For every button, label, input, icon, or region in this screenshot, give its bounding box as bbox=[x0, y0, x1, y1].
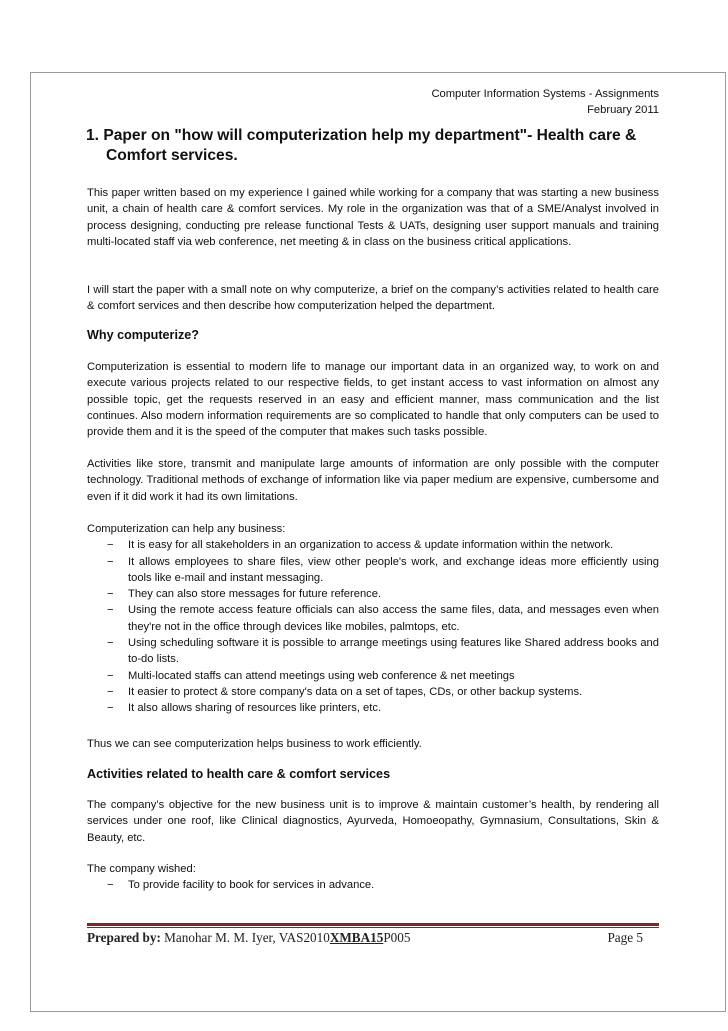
intro-paragraph-2: I will start the paper with a small note on why computerize, a brief on the company’s activities related to health care & comfort services and then describe how computerization helped the department. bbox=[87, 284, 659, 313]
list-item bbox=[87, 586, 659, 602]
company-wishes-list bbox=[87, 877, 659, 893]
list-bullet: − bbox=[107, 539, 114, 552]
list-item-text: To provide facility to book for services in advance. bbox=[128, 879, 375, 892]
footer-rule-thick bbox=[87, 923, 659, 926]
computerization-benefits-list bbox=[87, 537, 659, 716]
header-date: February 2011 bbox=[587, 104, 659, 116]
why-conclusion-block bbox=[87, 736, 659, 752]
why-paragraph-1: Computerization is essential to modern life to manage our important data in an organized way, to work on and execute various projects related to our respective fields, to get instant access to vast information on almost any possible topic, get the requests reserved in an easy and efficient manner, mass communication and the list continues. Also modern information requirements are so complicated to handle that only computers can be used to provide them and it is the speed of the computer that makes such tasks possible. bbox=[87, 361, 659, 439]
intro-section-2 bbox=[87, 282, 659, 315]
list-bullet: − bbox=[107, 685, 114, 698]
list-bullet: − bbox=[107, 879, 114, 892]
list-item-text: Using the remote access feature officials can also access the same files, data, and messages even when they're not in the office through devices like mobiles, palmtops, etc. bbox=[128, 604, 659, 633]
page-footer bbox=[87, 930, 659, 946]
activities-wish-block bbox=[87, 861, 659, 894]
list-item bbox=[87, 554, 659, 587]
why-paragraph-2: Activities like store, transmit and manipulate large amounts of information are only possible with the computer technology. Traditional methods of exchange of information like via paper medium are expensive, cumbersome and even if it did work it had its own limitations. bbox=[87, 458, 659, 503]
list-item-text: It is easy for all stakeholders in an organization to access & update information within the network. bbox=[128, 539, 614, 552]
activities-heading-block bbox=[87, 766, 659, 782]
footer-code-end: P005 bbox=[383, 930, 411, 945]
list-item-text: It also allows sharing of resources like printers, etc. bbox=[128, 702, 382, 715]
section-heading: 1. Paper on "how will computerization help my department"- Health care & Comfort services. bbox=[86, 127, 637, 164]
why-computerize-heading: Why computerize? bbox=[87, 328, 199, 342]
list-bullet: − bbox=[107, 637, 114, 650]
footer-rule-thin bbox=[87, 927, 659, 928]
why-paragraph-2-block bbox=[87, 456, 659, 505]
footer-page-number: Page 5 bbox=[607, 930, 643, 945]
list-item-text: It allows employees to share files, view other people's work, and exchange ideas more efficiently using tools like e-mail and instant messaging. bbox=[128, 555, 659, 584]
list-item-text: They can also store messages for future reference. bbox=[128, 588, 382, 601]
activities-paragraph-2: The company wished: bbox=[87, 863, 196, 875]
list-bullet: − bbox=[107, 588, 114, 601]
why-heading-block bbox=[87, 327, 659, 343]
list-item-text: It easier to protect & store company's data on a set of tapes, CDs, or other backup systems. bbox=[128, 685, 583, 698]
list-item bbox=[87, 537, 659, 553]
header-course-title: Computer Information Systems - Assignments bbox=[431, 88, 659, 100]
intro-paragraph-1: This paper written based on my experience I gained while working for a company that was starting a new business unit, a chain of health care & comfort services. My role in the organization was that of a SME/Analyst involved in process designing, conducting pre release functional Tests & UATs, designing user support manuals and training multi-located staff via web conference, net meeting & in class on the business critical applications. bbox=[87, 187, 659, 248]
list-item bbox=[87, 700, 659, 716]
list-bullet: − bbox=[107, 555, 114, 568]
activities-paragraph-1: The company’s objective for the new business unit is to improve & maintain customer’s health, by rendering all services under one roof, like Clinical diagnostics, Ayurveda, Homoeopathy, Gymnasium, Consultations, Skin & Beauty, etc. bbox=[87, 799, 659, 844]
list-item-text: Multi-located staffs can attend meetings using web conference & net meetings bbox=[128, 669, 515, 682]
activities-heading: Activities related to health care & comfort services bbox=[87, 767, 391, 781]
page-header bbox=[431, 86, 659, 118]
intro-section bbox=[87, 185, 659, 250]
footer-code-bold: XMBA15 bbox=[329, 930, 384, 945]
list-bullet: − bbox=[107, 604, 114, 617]
list-item bbox=[87, 635, 659, 668]
list-item bbox=[87, 877, 659, 893]
footer-author: Manohar M. M. Iyer, VAS2010 bbox=[160, 930, 330, 945]
list-bullet: − bbox=[107, 669, 114, 682]
list-item-text: Using scheduling software it is possible to arrange meetings using features like Shared address books and to-do lists. bbox=[128, 637, 659, 666]
list-bullet: − bbox=[107, 702, 114, 715]
why-list-intro: Computerization can help any business: bbox=[87, 523, 286, 535]
activities-paragraph-block bbox=[87, 797, 659, 846]
why-list-block bbox=[87, 521, 659, 717]
footer-prepared-label: Prepared by: bbox=[87, 930, 161, 945]
why-paragraph-1-block bbox=[87, 359, 659, 440]
list-item bbox=[87, 684, 659, 700]
list-item bbox=[87, 668, 659, 684]
list-item bbox=[87, 602, 659, 635]
why-conclusion: Thus we can see computerization helps business to work efficiently. bbox=[87, 738, 422, 750]
